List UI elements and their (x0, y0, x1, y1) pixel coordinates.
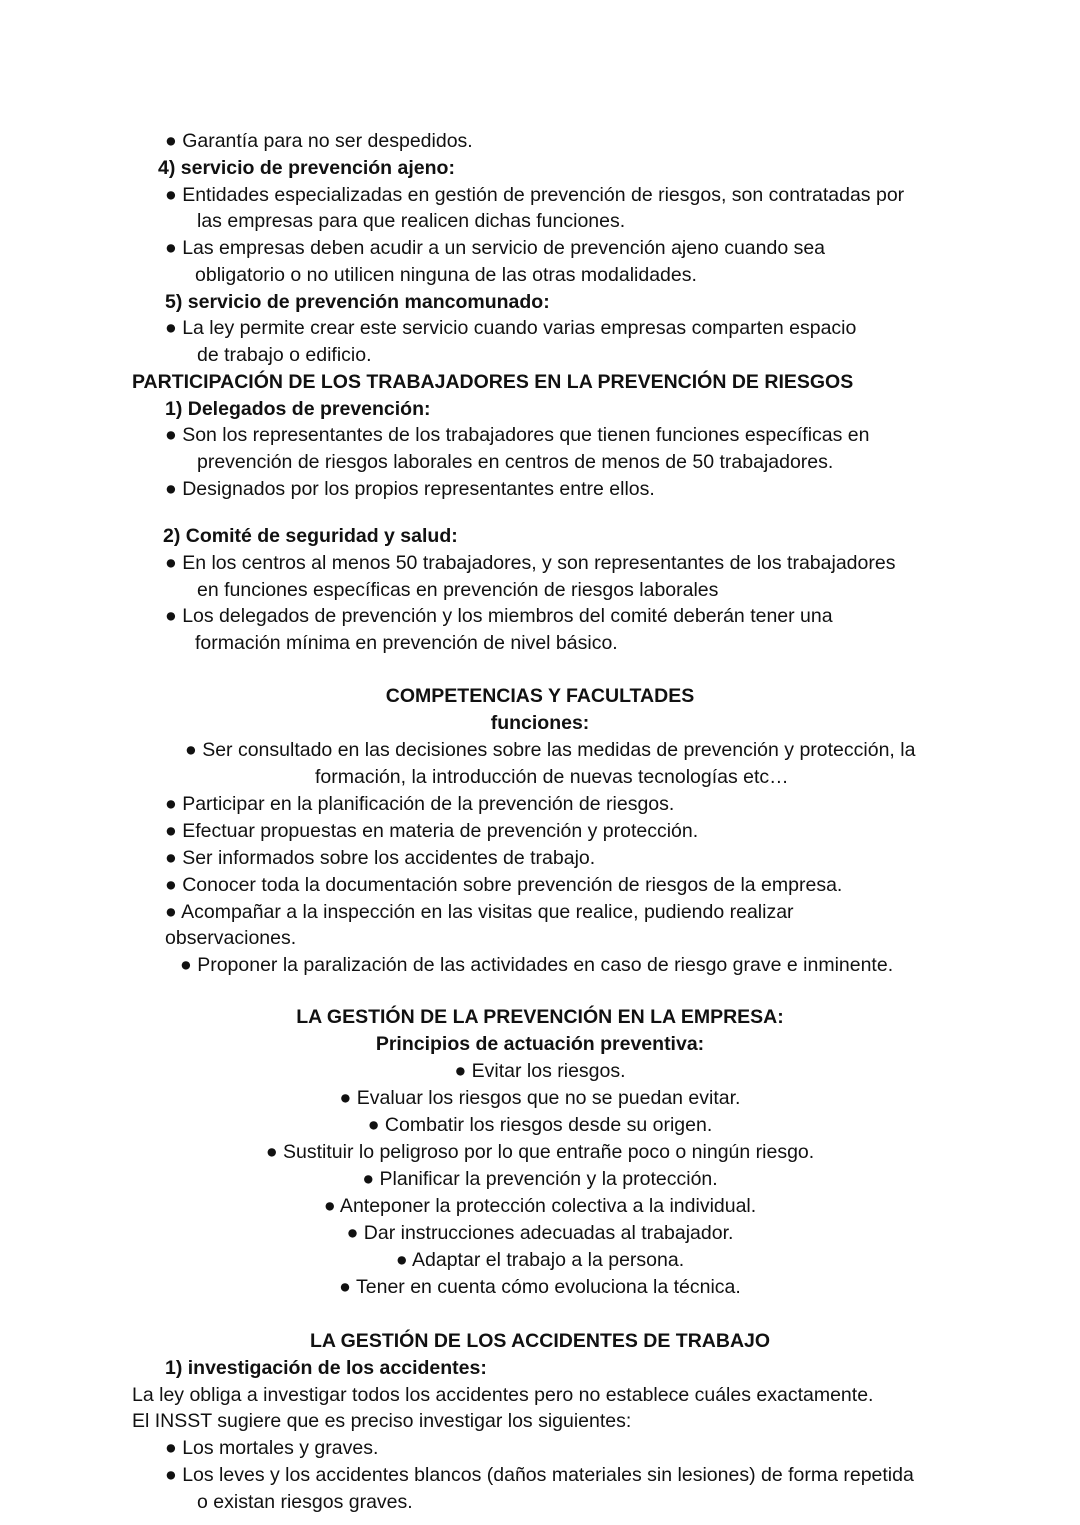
subheading: 4) servicio de prevención ajeno: (158, 157, 455, 179)
principle-item: ● Combatir los riesgos desde su origen. (367, 1114, 713, 1136)
bullet-item: ● En los centros al menos 50 trabajadores, y son representantes de los trabajadores (165, 552, 896, 574)
subheading: 1) investigación de los accidentes: (165, 1357, 487, 1379)
bullet-continuation: en funciones específicas en prevención de riesgos laborales (197, 579, 719, 601)
principle-item: ● Anteponer la protección colectiva a la individual. (323, 1195, 757, 1217)
section-heading: PARTICIPACIÓN DE LOS TRABAJADORES EN LA PREVENCIÓN DE RIESGOS (132, 371, 854, 393)
section-heading: LA GESTIÓN DE LA PREVENCIÓN EN LA EMPRESA: (296, 1006, 784, 1028)
principle-item: ● Evitar los riesgos. (454, 1060, 626, 1082)
bullet-item: ● Acompañar a la inspección en las visitas que realice, pudiendo realizar (165, 901, 794, 923)
subheading: 5) servicio de prevención mancomunado: (165, 291, 550, 313)
bullet-item: ● Entidades especializadas en gestión de prevención de riesgos, son contratadas por (165, 184, 905, 206)
bullet-item: ● Ser consultado en las decisiones sobre las medidas de prevención y protección, la (185, 739, 916, 761)
section-heading: COMPETENCIAS Y FACULTADES (385, 685, 695, 707)
bullet-item: ● Los leves y los accidentes blancos (daños materiales sin lesiones) de forma repetida (165, 1464, 914, 1486)
bullet-continuation: prevención de riesgos laborales en centros de menos de 50 trabajadores. (197, 451, 834, 473)
bullet-continuation: de trabajo o edificio. (197, 344, 372, 366)
bullet-item: ● Ser informados sobre los accidentes de trabajo. (165, 847, 596, 869)
bullet-item: ● Participar en la planificación de la prevención de riesgos. (165, 793, 675, 815)
bullet-item: ● Efectuar propuestas en materia de prevención y protección. (165, 820, 699, 842)
bullet-item: ● La ley permite crear este servicio cuando varias empresas comparten espacio (165, 317, 857, 339)
bullet-item: ● Conocer toda la documentación sobre prevención de riesgos de la empresa. (165, 874, 843, 896)
bullet-item: ● Las empresas deben acudir a un servicio de prevención ajeno cuando sea (165, 237, 826, 259)
principle-item: ● Evaluar los riesgos que no se puedan evitar. (339, 1087, 741, 1109)
principle-item: ● Adaptar el trabajo a la persona. (395, 1249, 685, 1271)
bullet-continuation: formación mínima en prevención de nivel básico. (195, 632, 618, 654)
bullet-continuation: o existan riesgos graves. (197, 1491, 413, 1513)
bullet-continuation: observaciones. (165, 927, 297, 949)
bullet-item: ● Los delegados de prevención y los miembros del comité deberán tener una (165, 605, 833, 627)
bullet-continuation: obligatorio o no utilicen ninguna de las otras modalidades. (195, 264, 697, 286)
bullet-continuation: formación, la introducción de nuevas tecnologías etc… (315, 766, 789, 788)
subheading: 1) Delegados de prevención: (165, 398, 431, 420)
subheading: funciones: (490, 712, 590, 734)
bullet-item: ● Los mortales y graves. (165, 1437, 379, 1459)
paragraph-line: La ley obliga a investigar todos los accidentes pero no establece cuáles exactamente. (132, 1384, 874, 1406)
principle-item: ● Planificar la prevención y la protección. (362, 1168, 718, 1190)
bullet-continuation: las empresas para que realicen dichas funciones. (197, 210, 626, 232)
bullet-item: ● Son los representantes de los trabajadores que tienen funciones específicas en (165, 424, 870, 446)
subheading: Principios de actuación preventiva: (375, 1033, 705, 1055)
principle-item: ● Tener en cuenta cómo evoluciona la técnica. (339, 1276, 741, 1298)
paragraph-line: El INSST sugiere que es preciso investigar los siguientes: (132, 1410, 632, 1432)
subheading: 2) Comité de seguridad y salud: (163, 525, 458, 547)
section-heading: LA GESTIÓN DE LOS ACCIDENTES DE TRABAJO (309, 1330, 771, 1352)
bullet-item: ● Garantía para no ser despedidos. (165, 130, 473, 152)
principle-item: ● Dar instrucciones adecuadas al trabajador. (346, 1222, 734, 1244)
principle-item: ● Sustituir lo peligroso por lo que entrañe poco o ningún riesgo. (265, 1141, 815, 1163)
bullet-item: ● Proponer la paralización de las actividades en caso de riesgo grave e inminente. (180, 954, 894, 976)
bullet-item: ● Designados por los propios representantes entre ellos. (165, 478, 655, 500)
